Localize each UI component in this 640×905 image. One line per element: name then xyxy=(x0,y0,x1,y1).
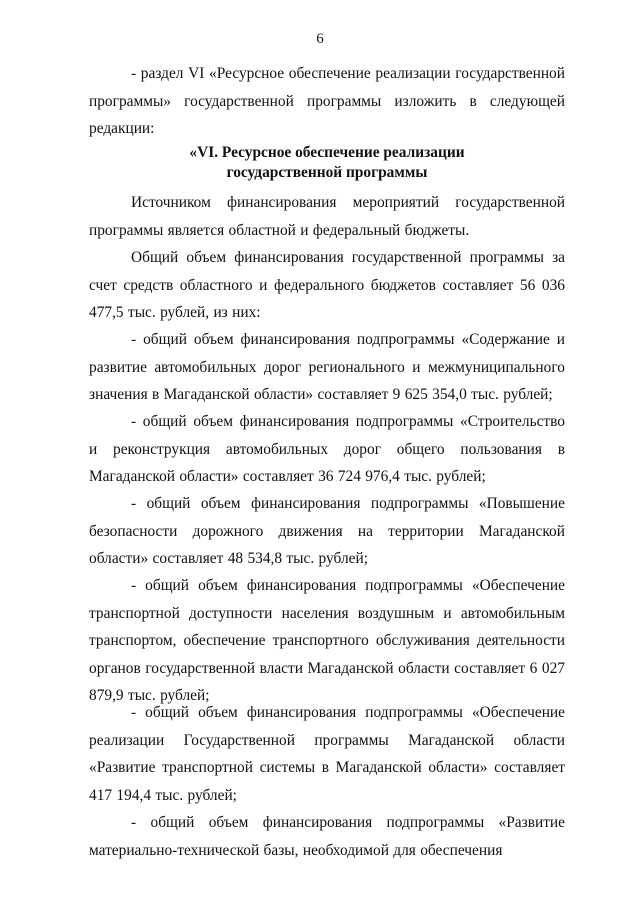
intro-paragraph: - раздел VI «Ресурсное обеспечение реализации государственной программы» государственной программы изложить в следующей редакции: xyxy=(89,65,565,137)
paragraph-total-funding: Общий объем финансирования государственной программы за счет средств областного и федерального бюджетов составляет 56 036 477,5 тыс. рублей, из них: xyxy=(89,249,565,321)
paragraph-subprogram-transport-access: - общий объем финансирования подпрограммы «Обеспечение транспортной доступности населения воздушным и автомобильным транспортом, обеспечение транспортного обслуживания деятельности органов государственной власти Магаданской области составляет 6 027 879,9 тыс. рублей; xyxy=(89,577,565,704)
paragraph-subprogram-maintenance: - общий объем финансирования подпрограммы «Содержание и развитие автомобильных дорог регионального и межмуниципального значения в Магаданской области» составляет 9 625 354,0 тыс. рублей; xyxy=(89,331,565,403)
paragraph-subprogram-road-safety: - общий объем финансирования подпрограммы «Повышение безопасности дорожного движения на территории Магаданской области» составляет 48 534,8 тыс. рублей; xyxy=(89,495,565,567)
page-number: 6 xyxy=(316,31,324,47)
paragraph-subprogram-technical-base: - общий объем финансирования подпрограммы «Развитие материально-технической базы, необходимой для обеспечения xyxy=(89,814,565,859)
paragraph-subprogram-implementation: - общий объем финансирования подпрограммы «Обеспечение реализации Государственной программы Магаданской области «Развитие транспортной системы в Магаданской области» составляет 417 194,4 тыс. рублей; xyxy=(89,704,565,804)
paragraph-funding-sources: Источником финансирования мероприятий государственной программы является областной и федеральный бюджеты. xyxy=(89,194,565,239)
paragraph-subprogram-construction: - общий объем финансирования подпрограммы «Строительство и реконструкция автомобильных дорог общего пользования в Магаданской области» составляет 36 724 976,4 тыс. рублей; xyxy=(89,413,565,485)
section-heading-line2: государственной программы xyxy=(226,164,428,181)
section-heading-line1: «VI. Ресурсное обеспечение реализации xyxy=(189,144,465,161)
